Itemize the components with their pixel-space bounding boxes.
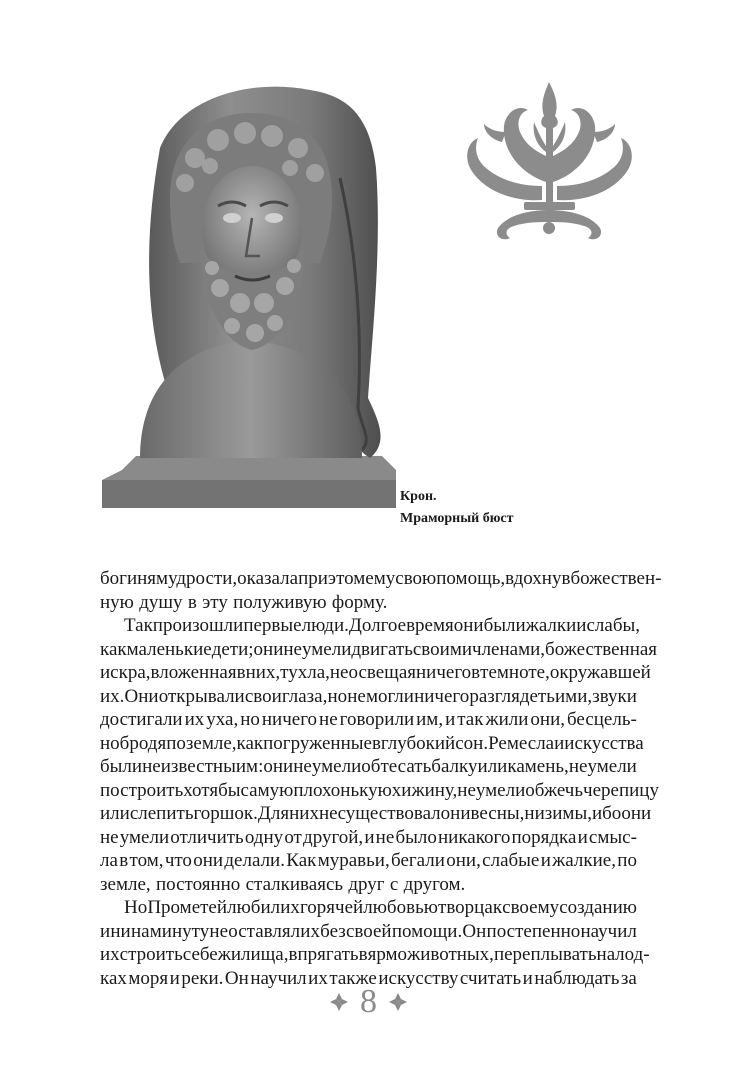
word: Он [462,920,487,942]
word: первые [243,615,302,636]
text-line [100,708,637,732]
word: достигали [100,709,183,730]
word: отличить [170,826,244,848]
word: и [100,920,111,942]
word: в [471,662,481,683]
word: моря [128,967,169,989]
word: Как [286,850,317,871]
word: другом. [403,873,466,895]
word: но [327,685,348,707]
word: на [596,944,616,965]
text-line [100,849,637,873]
word: окружавшей [549,662,651,683]
vine-ornament-icon [328,991,350,1013]
kronos-bust-image [100,78,400,512]
word: при [298,568,328,589]
word: смыс- [588,826,637,848]
word: и [554,732,565,754]
word: не [319,709,338,730]
word: научил [580,920,637,942]
word: этом [327,568,366,589]
word: никакого [438,826,511,848]
word: но [240,709,260,730]
word: в [187,591,197,613]
word: слабые [482,850,540,871]
word: не [100,826,119,848]
word: ках [100,967,127,989]
word: душу [139,591,183,613]
word: неизвестны [142,756,236,777]
word: не [568,756,588,777]
word: сталкиваясь [245,873,344,895]
word: черепицу [583,779,659,801]
word: не [375,826,395,848]
word: и [577,826,588,848]
word: и [169,967,180,989]
word: реки. [181,967,224,989]
word: эту [202,591,228,613]
word: они, [530,709,565,730]
word: и [522,967,533,989]
word: искусства [564,732,644,754]
word: ибо [591,803,622,824]
word: оказала [237,568,299,589]
word: зимы, [544,803,592,824]
word: умели [311,756,362,777]
word: слепить [129,803,194,824]
word: переплывать [493,944,597,965]
word: форму. [331,591,388,613]
word: дети; [211,638,254,660]
word: них, [245,662,281,683]
word: или [100,803,130,824]
word: произошли [152,615,244,636]
word: другой, [303,826,364,848]
word: земле, [100,873,151,895]
word: жалки [525,615,577,636]
word: или [477,756,508,777]
word: умели [587,756,637,777]
word: балку [431,756,478,777]
word: уха, [206,709,239,730]
caption-title: Крон. [400,489,437,504]
word: любовью [363,897,438,918]
word: они [621,803,652,824]
word: свою [395,568,437,589]
word: построить [100,779,184,801]
word: жилища, [217,944,289,965]
word: их [184,709,205,730]
word: в [358,944,368,965]
word: творца [438,897,493,918]
word: не [457,779,476,801]
word: сон. [455,732,489,754]
word: созданию [559,897,637,918]
word: научил [250,967,307,989]
word: любил [227,897,281,918]
word: но [100,732,120,754]
word: погруженные [263,732,372,754]
word: ни [110,920,131,942]
word: ничего [414,685,470,707]
word: ими, [555,685,593,707]
word: им: [235,756,264,777]
word: с [389,873,399,895]
word: делали. [224,850,285,871]
text-line [100,826,637,850]
word: вложенная [150,662,237,683]
word: освещая [348,662,416,683]
word: в [371,732,381,754]
word: мудрости, [156,568,238,589]
word: их [300,920,320,942]
word: камень, [507,756,569,777]
word: свои [244,685,282,707]
word: Они [124,685,159,707]
text-line [100,755,637,779]
word: двигать [351,638,413,660]
word: постоянно [155,873,241,895]
word: не [293,756,312,777]
word: время [406,615,454,636]
word: их [280,897,300,918]
word: постепенно [486,920,581,942]
text-line [100,896,637,920]
word: бродя [119,732,167,754]
text-line [100,802,652,826]
word: помощь, [436,568,506,589]
word: Прометей [147,897,228,918]
word: Долгое [348,615,407,636]
word: умели [475,779,526,801]
word: бегали [391,850,445,871]
word: земле, [185,732,237,754]
caption-subtitle: Мраморный бюст [400,511,514,526]
word: они, [446,850,481,871]
word: слабы, [586,615,640,636]
word: без [320,920,346,942]
word: были [100,756,143,777]
word: самую [240,779,294,801]
word: оставлял [228,920,301,942]
word: ную [100,591,134,613]
word: искусству [378,967,459,989]
word: они [253,638,284,660]
word: Но [124,897,148,918]
word: так [457,709,484,730]
text-line [100,567,662,591]
word: членами, [472,638,546,660]
word: ни [524,803,545,824]
word: своими [412,638,473,660]
word: открывали [158,685,245,707]
word: своему [502,897,560,918]
word: порядка [511,826,577,848]
text-line [100,779,659,803]
text-line [100,873,637,897]
body-text [100,567,662,990]
word: ничего [416,662,472,683]
word: говорили [339,709,415,730]
word: одну [244,826,284,848]
word: и [445,709,456,730]
word: ла [100,850,118,871]
word: они [263,756,294,777]
word: помощи. [391,920,463,942]
word: вдохнув [505,568,571,589]
word: могли [365,685,414,707]
word: минуту [149,920,210,942]
word: были [483,615,526,636]
word: умели [119,826,170,848]
word: жили [485,709,529,730]
word: и [576,615,587,636]
word: ему [365,568,396,589]
word: и [364,826,375,848]
word: ярмо [367,944,408,965]
text-line [100,638,658,662]
word: также [329,967,377,989]
word: хотя [183,779,219,801]
word: бесцель- [567,709,637,730]
fleur-de-lis-icon [462,82,637,242]
word: обжечь [525,779,584,801]
word: не [347,685,366,707]
word: себе [182,944,218,965]
word: глаза, [281,685,328,707]
word: не [283,638,302,660]
word: их [100,944,120,965]
word: к [492,897,503,918]
text-line [100,685,637,709]
text-line [100,943,650,967]
word: умели [302,638,352,660]
word: обтесать [361,756,432,777]
word: животных, [407,944,494,965]
word: лод- [615,944,650,965]
word: по [166,732,186,754]
word: весны, [470,803,525,824]
text-line [100,920,637,944]
word: не [209,920,229,942]
word: искра, [100,662,151,683]
word: на [130,920,150,942]
word: глубокий [380,732,456,754]
word: наблюдать [534,967,620,989]
word: них [289,803,319,824]
word: за [620,967,637,989]
word: от [284,826,302,848]
word: полуживую [233,591,327,613]
text-line [100,591,637,615]
word: том, [129,850,164,871]
text-line [100,732,644,756]
word: было [395,826,437,848]
word: они [193,850,224,871]
page-footer [0,982,737,1022]
word: по [617,850,637,871]
word: горячей [299,897,364,918]
word: как [100,638,127,660]
word: что [164,850,192,871]
word: и [540,850,551,871]
word: в [236,662,246,683]
word: существовало [337,803,451,824]
word: Так [124,615,153,636]
word: маленькие [126,638,212,660]
word: бы [218,779,241,801]
word: их. [100,685,125,707]
word: люди. [301,615,349,636]
word: божественная [545,638,658,660]
word: хижину, [391,779,458,801]
word: их [308,967,328,989]
word: звуки [592,685,637,707]
word: им, [416,709,444,730]
word: своей [345,920,392,942]
word: не [329,662,349,683]
word: Ремесла [488,732,555,754]
word: разглядеть [469,685,555,707]
word: в [119,850,129,871]
word: не [318,803,338,824]
word: горшок. [193,803,258,824]
word: ни [450,803,471,824]
word: тухла, [280,662,330,683]
word: жалкие, [552,850,616,871]
word: ничего [261,709,318,730]
text-line [100,614,640,638]
word: муравьи, [317,850,390,871]
vine-ornament-icon [387,991,409,1013]
word: друг [348,873,385,895]
word: впрягать [288,944,359,965]
word: божествен- [570,568,662,589]
word: Он [224,967,249,989]
word: как [236,732,264,754]
text-line [100,661,651,685]
word: они [453,615,484,636]
page-number: 8 [360,983,377,1020]
word: богиня [100,568,157,589]
word: строить [119,944,183,965]
word: плохонькую [293,779,392,801]
word: Для [257,803,290,824]
word: считать [459,967,522,989]
word: темноте, [480,662,550,683]
figure-caption [400,486,514,530]
